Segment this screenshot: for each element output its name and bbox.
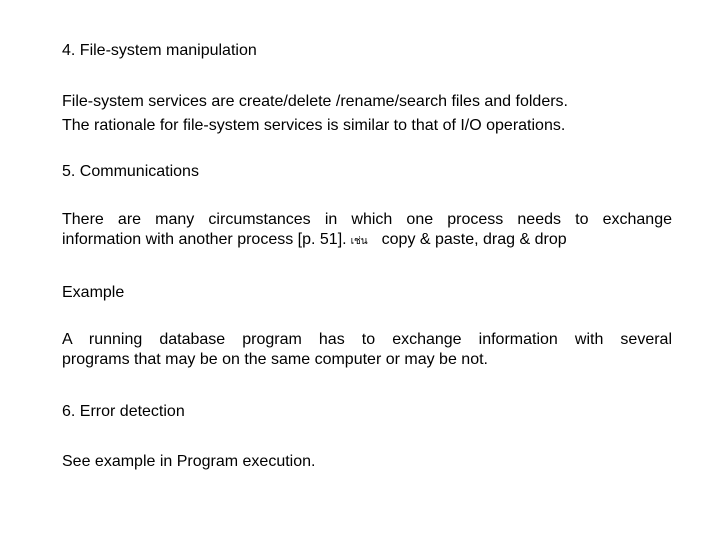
file-system-text-line-1: File-system services are create/delete /rename/search files and folders. xyxy=(62,93,568,110)
communications-text-line-2-a: information with another process [p. 51]. xyxy=(62,231,347,248)
communications-text-line-2 xyxy=(62,230,672,252)
heading-error-detection: 6. Error detection xyxy=(62,403,185,420)
error-detection-text-line-1: See example in Program execution. xyxy=(62,453,316,470)
communications-text-line-2-b: copy & paste, drag & drop xyxy=(381,231,567,248)
communications-text-line-1: There are many circumstances in which one process needs to exchange xyxy=(62,211,672,228)
example-text-line-1: A running database program has to exchange information with several xyxy=(62,331,672,348)
heading-file-system-manipulation: 4. File-system manipulation xyxy=(62,42,257,59)
thai-word: เช่น xyxy=(350,236,368,247)
example-paragraph xyxy=(62,330,672,370)
file-system-text-line-2: The rationale for file-system services is similar to that of I/O operations. xyxy=(62,117,566,134)
heading-communications: 5. Communications xyxy=(62,163,199,180)
heading-example: Example xyxy=(62,284,125,301)
example-text-line-2: programs that may be on the same computer or may be not. xyxy=(62,351,488,368)
communications-paragraph xyxy=(62,210,672,252)
